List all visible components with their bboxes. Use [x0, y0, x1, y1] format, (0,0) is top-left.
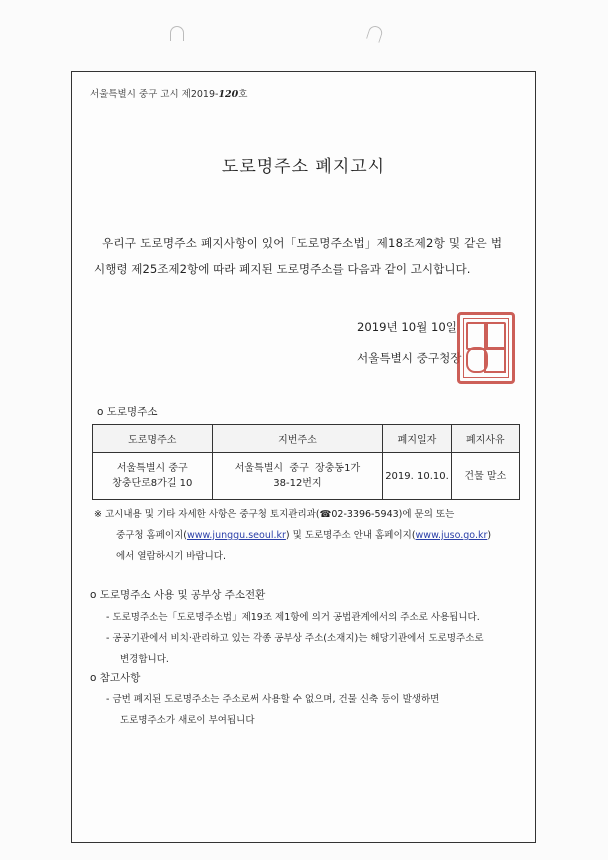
note-text: ) 및 도로명주소 안내 홈페이지( [285, 530, 416, 541]
page-title: 도로명주소 폐지고시 [221, 157, 386, 177]
table-header-cell: 도로명주소 [93, 425, 213, 453]
reference-note [94, 504, 524, 567]
note-text: ) [487, 530, 492, 541]
table-row [93, 453, 520, 500]
notice-number-suffix: 호 [238, 89, 248, 100]
junggu-homepage-link[interactable]: www.junggu.seoul.kr [186, 530, 286, 541]
notice-number-handwritten: 120 [218, 89, 239, 100]
notice-number [90, 86, 247, 100]
lot-address-line-1: 서울특별시 중구 장충동1가 [234, 463, 361, 474]
issuer-name: 서울특별시 중구청장 [357, 351, 462, 365]
lot-address-line-2: 38-12번지 [273, 478, 322, 489]
table-header-cell: 지번주소 [212, 425, 383, 453]
section-heading-road-address: o 도로명주소 [97, 406, 158, 418]
list-item-continuation: 도로명주소가 새로이 부여됩니다 [120, 715, 255, 726]
notice-body [94, 230, 524, 282]
body-line-1: 우리구 도로명주소 폐지사항이 있어「도로명주소법」제18조제2항 및 같은 법 [102, 236, 503, 250]
abolish-reason-cell: 건물 말소 [451, 453, 519, 500]
note-text: 중구청 홈페이지( [116, 530, 187, 541]
table-header-cell: 폐지일자 [383, 425, 451, 453]
document-frame [71, 71, 536, 843]
lot-address-cell [212, 453, 383, 500]
list-item: - 금번 폐지된 도로명주소는 주소로써 사용할 수 없으며, 건물 신축 등이 발생하면 [106, 694, 440, 705]
note-line-3: 에서 열람하시기 바랍니다. [116, 551, 227, 562]
punch-hole-right [366, 24, 384, 43]
notice-date: 2019년 10월 10일 [357, 320, 457, 334]
table-header-row [93, 425, 520, 453]
section-heading-reference: o 참고사항 [90, 672, 141, 684]
abolish-date-cell: 2019. 10.10. [383, 453, 451, 500]
table-header-cell: 폐지사유 [451, 425, 519, 453]
road-address-line-2: 창충단로8가길 10 [112, 478, 193, 489]
list-item: - 도로명주소는「도로명주소법」제19조 제1항에 의거 공법관계에서의 주소로 사용됩니다. [106, 612, 480, 623]
body-line-2: 시행령 제25조제2항에 따라 폐지된 도로명주소를 다음과 같이 고시합니다. [94, 262, 471, 276]
section-heading-address-conversion: o 도로명주소 사용 및 공부상 주소전환 [90, 589, 266, 601]
address-table [92, 424, 520, 500]
note-line-1: ※ 고시내용 및 기타 자세한 사항은 중구청 토지관리과(☎02-3396-5943)에 문의 또는 [94, 509, 455, 520]
juso-homepage-link[interactable]: www.juso.go.kr [415, 530, 488, 541]
road-address-cell [93, 453, 213, 500]
list-item-continuation: 변경합니다. [120, 654, 169, 665]
notice-number-printed: 서울특별시 중구 고시 제2019- [90, 89, 219, 100]
road-address-line-1: 서울특별시 중구 [116, 463, 188, 474]
note-line-2 [94, 525, 524, 546]
official-seal-stamp [457, 312, 515, 384]
list-item: - 공공기관에서 비치·관리하고 있는 각종 공부상 주소(소재지)는 해당기관에서 도로명주소로 [106, 633, 484, 644]
punch-hole-left [170, 26, 184, 41]
